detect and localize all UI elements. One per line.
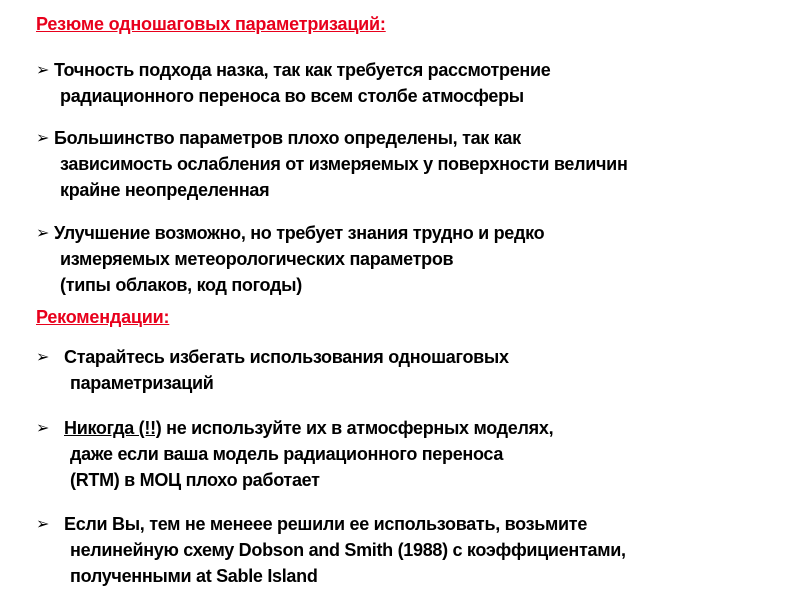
recommendation-bullet-never — [36, 415, 553, 493]
bullet-text: (RTM) в МОЦ плохо работает — [70, 470, 320, 490]
bullet-text: Точность подхода назка, так как требуется рассмотрение — [54, 60, 551, 80]
bullet-text: полученными at Sable Island — [70, 566, 318, 586]
summary-bullet-accuracy — [36, 57, 550, 109]
bullet-text: крайне неопределенная — [60, 180, 270, 200]
arrow-bullet-icon: ➢ — [36, 418, 50, 437]
arrow-bullet-icon: ➢ — [36, 223, 50, 242]
bullet-text: параметризаций — [70, 373, 214, 393]
bullet-text: измеряемых метеорологических параметров — [60, 249, 454, 269]
recommendation-bullet-avoid — [36, 344, 509, 396]
emphasis-text: Никогда (!!) — [64, 418, 162, 438]
summary-bullet-improvement — [36, 220, 544, 298]
arrow-bullet-icon: ➢ — [36, 128, 50, 147]
bullet-text: Улучшение возможно, но требует знания трудно и редко — [54, 223, 545, 243]
arrow-bullet-icon: ➢ — [36, 60, 50, 79]
bullet-text: не используйте их в атмосферных моделях, — [161, 418, 554, 438]
bullet-text: радиационного переноса во всем столбе атмосферы — [60, 86, 524, 106]
bullet-text: Большинство параметров плохо определены, так как — [54, 128, 521, 148]
bullet-text: нелинейную схему Dobson and Smith (1988) с коэффициентами, — [70, 540, 626, 560]
arrow-bullet-icon: ➢ — [36, 347, 50, 366]
summary-bullet-parameters — [36, 125, 628, 203]
bullet-text: (типы облаков, код погоды) — [60, 275, 302, 295]
arrow-bullet-icon: ➢ — [36, 514, 50, 533]
bullet-text: Если Вы, тем не менеее решили ее использовать, возьмите — [64, 514, 588, 534]
recommendations-heading: Рекомендации: — [36, 307, 170, 327]
recommendation-bullet-if-used — [36, 511, 626, 589]
bullet-text: зависимость ослабления от измеряемых у поверхности величин — [60, 154, 628, 174]
bullet-text: даже если ваша модель радиационного переноса — [70, 444, 504, 464]
summary-heading: Резюме одношаговых параметризаций: — [36, 14, 386, 34]
bullet-text: Старайтесь избегать использования одношаговых — [64, 347, 509, 367]
